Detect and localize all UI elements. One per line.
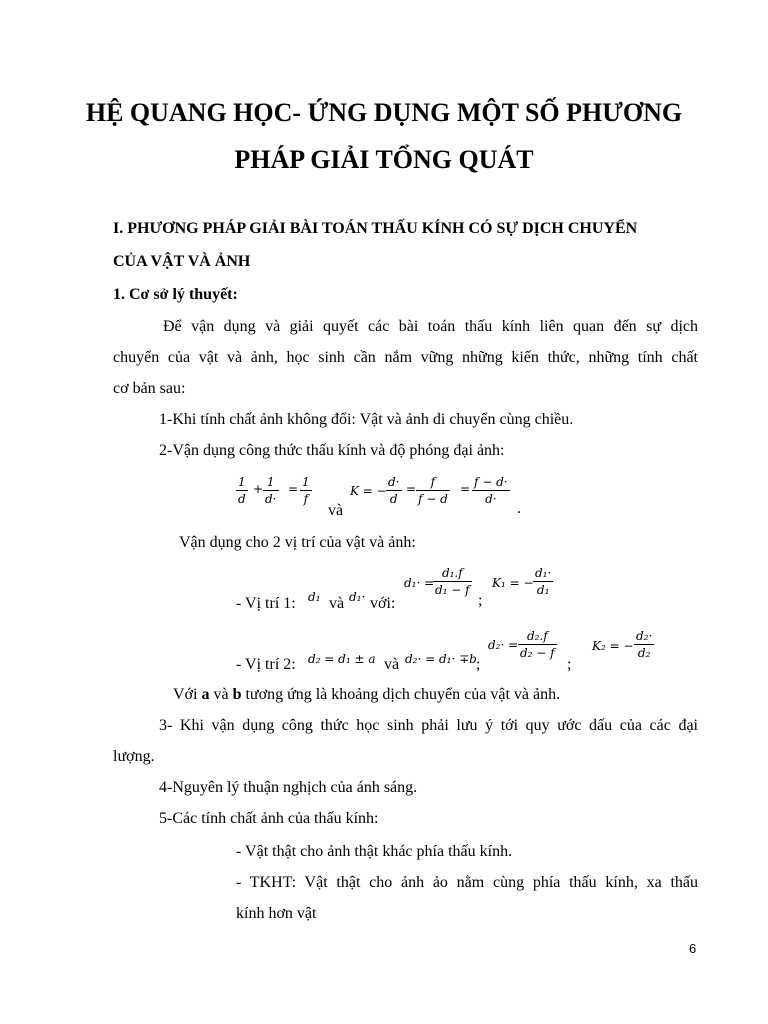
frac-1-over-f: $\frac{1}{f}$ — [302, 475, 310, 506]
frac-d2prime-over-d2: $\frac{\text{d₂·}}{\text{d₂}}$ — [636, 629, 653, 660]
d1prime-equals: d₁· = — [404, 576, 435, 590]
position-2-label: - Vị trí 2: — [236, 656, 296, 673]
intro-line3: cơ bản sau: — [113, 380, 186, 397]
item-3-line1: 3- Khi vận dụng công thức học sinh phải lưu ý tới quy ước dấu của các đại — [159, 717, 698, 734]
d1-symbol: d₁ — [308, 590, 321, 604]
note-rest: tương ứng là khoảng dịch chuyển của vật và ảnh. — [241, 686, 561, 703]
document-title-line1: HỆ QUANG HỌC- ỨNG DỤNG MỘT SỐ PHƯƠNG — [85, 98, 683, 127]
intro-line2: chuyển của vật và ảnh, học sinh cần nắm vững những kiến thức, những tính chất — [113, 349, 698, 366]
position-1-va: và — [329, 595, 345, 612]
note-va: và — [209, 686, 233, 703]
plus-sign: + — [253, 482, 264, 496]
frac-f-minus-dprime-over-dprime: $\frac{f - d\cdot}{d\cdot}$ — [474, 475, 508, 506]
item-1: 1-Khi tính chất ảnh không đổi: Vật và ảnh di chuyển cùng chiều. — [159, 411, 574, 428]
k-equals: K = − — [350, 484, 387, 498]
position-1-voi: với: — [370, 595, 396, 612]
frac-d1prime-over-d1: $\frac{\text{d₁·}}{\text{d₁}}$ — [535, 566, 552, 597]
item-2: 2-Vận dụng công thức thấu kính và độ phóng đại ảnh: — [159, 442, 505, 459]
equals-sign-3: = — [460, 482, 471, 496]
item-4: 4-Nguyên lý thuận nghịch của ánh sáng. — [159, 779, 418, 796]
frac-dprime-over-d: $\frac{d\cdot}{d}$ — [388, 475, 400, 506]
d2-equals-d1-pm-a: d₂ = d₁ ± a — [308, 652, 376, 666]
frac-d2f-over-d2-minus-f: $\frac{\text{d₂.f}}{\text{d₂ − f}}$ — [520, 629, 555, 660]
d2prime-equals-d1prime-mp-b: d₂· = d₁· ∓b — [405, 652, 477, 666]
frac-f-over-f-minus-d: $\frac{f}{f - d}$ — [418, 475, 448, 506]
position-2-va: và — [384, 656, 400, 673]
va-connector: và — [328, 502, 344, 519]
equals-sign-2: = — [406, 482, 417, 496]
item-3-line2: lượng. — [113, 748, 155, 765]
semicolon-1: ; — [478, 592, 483, 609]
d1prime-symbol: d₁· — [349, 590, 366, 604]
page-number: 6 — [689, 941, 697, 956]
sub-item-1: - Vật thật cho ảnh thật khác phía thấu kính. — [236, 843, 513, 860]
equals-sign: = — [288, 482, 299, 496]
note-a: a — [201, 686, 210, 703]
apply-two-positions: Vận dụng cho 2 vị trí của vật và ảnh: — [179, 534, 416, 551]
note-a-b — [173, 686, 560, 704]
item-5: 5-Các tính chất ảnh của thấu kính: — [159, 810, 379, 827]
frac-1-over-d: $\frac{1}{d}$ — [238, 475, 246, 506]
sub-item-2-line2: kính hơn vật — [236, 905, 317, 922]
frac-1-over-dprime: $\frac{1}{d\cdot}$ — [265, 475, 277, 506]
semicolon-2: ; — [476, 656, 481, 673]
d2prime-equals: d₂· = — [488, 638, 519, 652]
position-1-label: - Vị trí 1: — [236, 595, 296, 612]
intro-line1: Để vận dụng và giải quyết các bài toán thấu kính liên quan đến sự dịch — [163, 318, 698, 335]
sub-item-2-line1: - TKHT: Vật thật cho ảnh ảo nằm cùng phía thấu kính, xa thấu — [236, 874, 698, 891]
k1-equals: K₁ = − — [492, 576, 534, 590]
subheading-theory: 1. Cơ sở lý thuyết: — [113, 286, 238, 303]
document-title-line2: PHÁP GIẢI TỔNG QUÁT — [234, 145, 534, 174]
formula-period: . — [517, 500, 521, 517]
note-b: b — [232, 686, 242, 703]
note-voi: Với — [173, 686, 202, 703]
section-heading-line1: I. PHƯƠNG PHÁP GIẢI BÀI TOÁN THẤU KÍNH CÓ SỰ DỊCH CHUYỂN — [113, 220, 638, 237]
semicolon-3: ; — [567, 656, 572, 673]
frac-d1f-over-d1-minus-f: $\frac{\text{d₁.f}}{\text{d₁ − f}}$ — [435, 566, 470, 597]
section-heading-line2: CỦA VẬT VÀ ẢNH — [113, 253, 251, 270]
k2-equals: K₂ = − — [592, 639, 634, 653]
